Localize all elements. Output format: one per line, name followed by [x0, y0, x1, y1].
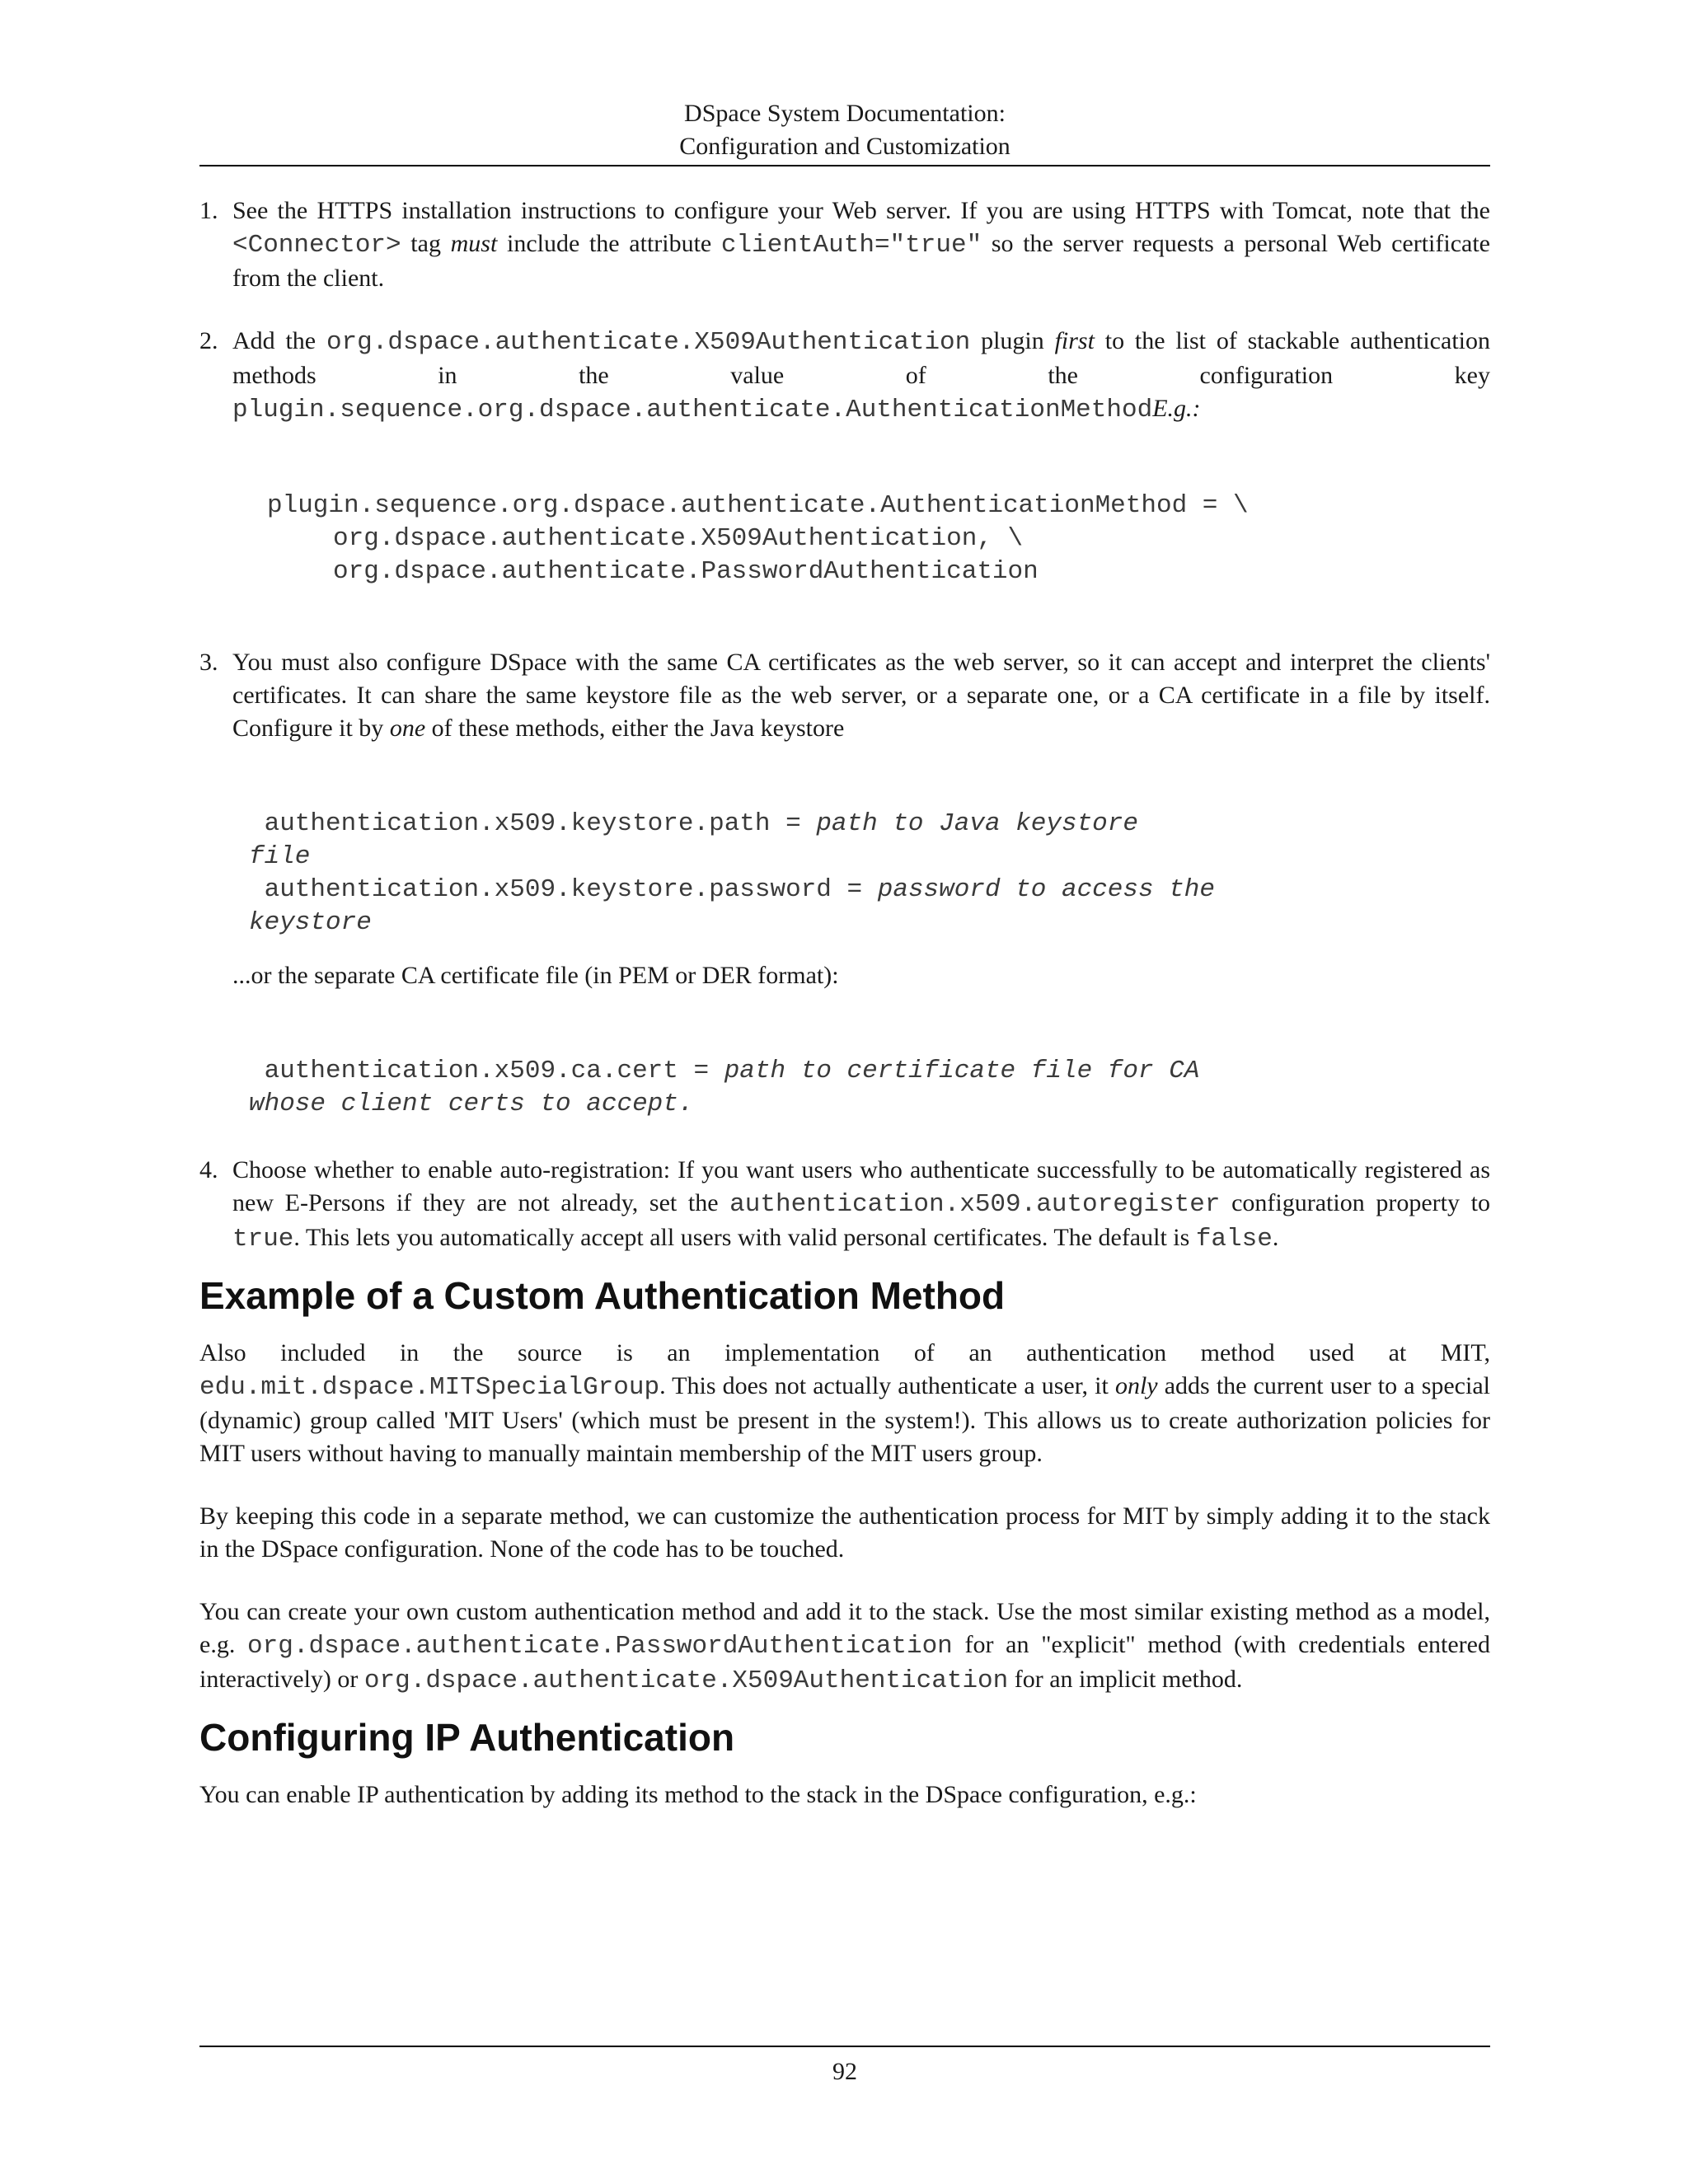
header-rule — [199, 165, 1490, 166]
list-number: 1. — [199, 197, 218, 224]
paragraph: You can enable IP authentication by adding its method to the stack in the DSpace configuration, e.g.: — [199, 1781, 1197, 1808]
code-inline: false — [1195, 1225, 1273, 1254]
code-inline: org.dspace.authenticate.X509Authentication — [326, 328, 971, 357]
list-item-text: ...or the separate CA certificate file (in PEM or DER format): — [232, 962, 839, 989]
code-inline: clientAuth="true" — [720, 231, 982, 260]
list-item: 4. Choose whether to enable auto-registration: If you want users who authenticate successfully to be automatically registered as new E-Persons if they are not already, set the authentication.x509.autoregister configuration property to true. This lets you automatically accept all users with valid personal certificates. The default is false. — [199, 1134, 1490, 1256]
page-content — [199, 194, 1490, 1811]
page-number: 92 — [832, 2058, 857, 2085]
emphasis: one — [389, 715, 426, 742]
emphasis: only — [1114, 1372, 1158, 1399]
paragraph: Also included in the source is an implementation of an authentication method used at MIT, edu.mit.dspace.MITSpecialGroup. This does not actually authenticate a user, it only adds the current user to a special (dynamic) group called 'MIT Users' (which must be present in the system!). This allows us to create authorization policies for MIT users without having to manually maintain membership of the MIT users group. — [199, 1339, 1490, 1467]
paragraph: By keeping this code in a separate method, we can customize the authentication process for MIT by simply adding it to the stack in the DSpace configuration. None of the code has to be touched. — [199, 1502, 1490, 1563]
code-block-keystore: authentication.x509.keystore.path = path to Java keystore file authentication.x509.keystore.password = password to access the keystore — [249, 809, 1216, 937]
code-inline: edu.mit.dspace.MITSpecialGroup — [199, 1373, 660, 1402]
list-item-text: You must also configure DSpace with the same CA certificates as the web server, so it can accept and interpret the clients' certificates. It can share the same keystore file as the web server, or a separate one, or a CA certificate in a file by itself. Configure it by one of these methods, either the Java keystore — [232, 649, 1490, 742]
code-inline: true — [232, 1225, 294, 1254]
list-number: 2. — [199, 327, 218, 354]
paragraph: You can create your own custom authentication method and add it to the stack. Use the most similar existing method as a model, e.g. org.dspace.authenticate.PasswordAuthentication for an "explicit" method (with credentials entered interactively) or org.dspace.authenticate.X509Authentication for an implicit method. — [199, 1598, 1490, 1695]
list-number: 3. — [199, 649, 218, 676]
code-block-ca-cert: authentication.x509.ca.cert = path to certificate file for CA whose client certs to accept. — [249, 1057, 1200, 1118]
emphasis: E.g.: — [1152, 395, 1201, 422]
list-item: 1. See the HTTPS installation instructions to configure your Web server. If you are using HTTPS with Tomcat, note that the <Connector> tag must include the attribute clientAuth="true" so the server requests a personal Web certificate from the client. — [199, 194, 1490, 295]
code-inline: org.dspace.authenticate.X509Authentication — [363, 1666, 1009, 1695]
header-line-1: DSpace System Documentation: — [684, 100, 1006, 127]
list-item-text: Add the org.dspace.authenticate.X509Authentication plugin first to the list of stackable authentication methods in the value of the configuration key plugin.sequence.org.dspace.authenticate.AuthenticationMethodE.g.: — [232, 327, 1490, 424]
code-block-plugin-sequence: plugin.sequence.org.dspace.authenticate.AuthenticationMethod = \ org.dspace.authenticate.X509Authentication, \ org.dspace.authenticate.PasswordAuthentication — [267, 491, 1249, 586]
section-heading: Example of a Custom Authentication Method — [199, 1274, 1006, 1317]
section-heading: Configuring IP Authentication — [199, 1716, 735, 1759]
footer-rule — [199, 2046, 1490, 2047]
list-item — [199, 325, 1490, 588]
list-item — [199, 628, 1490, 1121]
running-header — [199, 97, 1490, 163]
code-inline: plugin.sequence.org.dspace.authenticate.AuthenticationMethod — [232, 396, 1153, 424]
list-number: 4. — [199, 1156, 218, 1183]
code-inline: authentication.x509.autoregister — [729, 1190, 1221, 1219]
emphasis: must — [450, 230, 498, 257]
x509-steps-list — [199, 194, 1490, 1256]
header-line-2: Configuration and Customization — [679, 133, 1010, 160]
emphasis: first — [1054, 327, 1095, 354]
code-inline: <Connector> — [232, 231, 401, 260]
code-inline: org.dspace.authenticate.PasswordAuthentication — [247, 1632, 953, 1661]
